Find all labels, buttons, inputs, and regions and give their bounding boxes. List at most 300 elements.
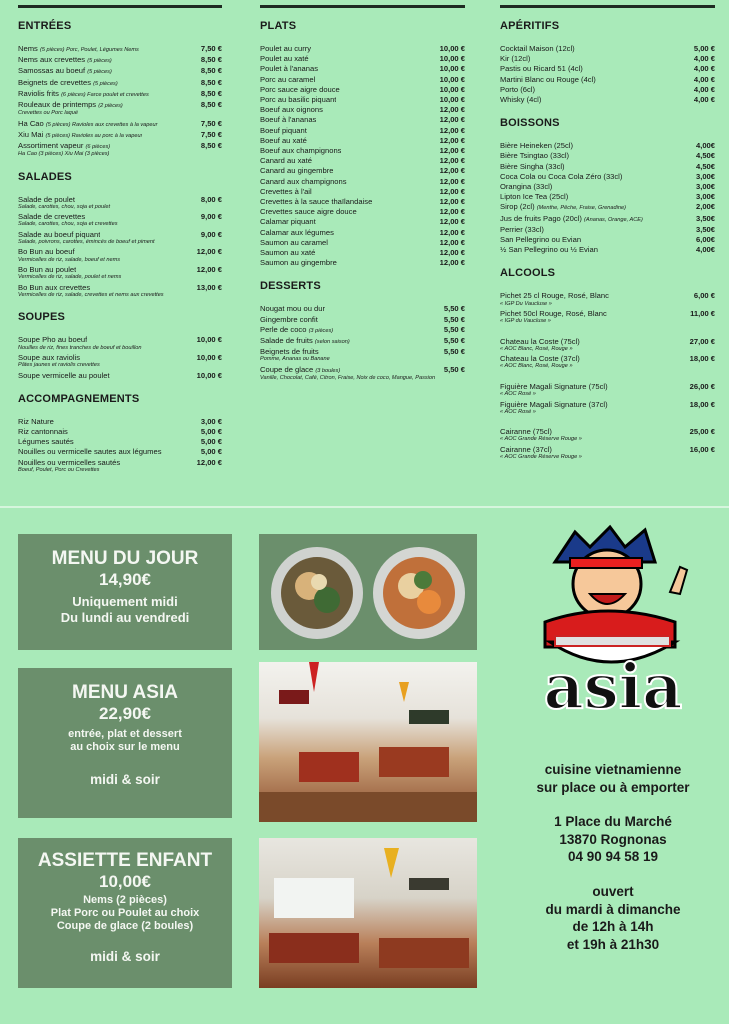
menu-item xyxy=(260,156,465,166)
menu-item xyxy=(500,235,715,245)
menu-column-1 xyxy=(18,5,222,486)
item-name-wrap xyxy=(260,44,311,54)
menu-item xyxy=(500,182,715,192)
item-description: « AOC Blanc, Rosé, Rouge » xyxy=(500,345,573,352)
item-price: 3,00 € xyxy=(200,416,222,426)
item-price: 4,50€ xyxy=(695,151,715,161)
item-name-wrap xyxy=(500,44,575,54)
item-name: Crevettes à la sauce thaïlandaise xyxy=(260,197,373,207)
menu-item xyxy=(260,217,465,227)
item-name-wrap xyxy=(500,95,541,105)
menu-item xyxy=(260,115,465,125)
menu-item xyxy=(260,54,465,64)
menu-item xyxy=(260,126,465,136)
menu-item xyxy=(260,166,465,176)
item-price: 6,00 € xyxy=(693,291,715,301)
menu-item xyxy=(260,325,465,336)
item-note: (3 pièces) xyxy=(308,327,334,334)
item-price: 8,50 € xyxy=(200,141,222,151)
menu-item xyxy=(260,95,465,105)
item-name: Bière Tsingtao (33cl) xyxy=(500,151,570,161)
menu-item xyxy=(18,78,222,89)
item-name: Nems aux crevettes xyxy=(18,55,86,65)
item-name: Salade de fruits xyxy=(260,336,313,346)
item-name-wrap xyxy=(500,192,568,202)
menu-item xyxy=(260,238,465,248)
item-name-wrap xyxy=(500,182,552,192)
item-price: 12,00 € xyxy=(196,265,222,275)
asia-logo xyxy=(515,522,715,722)
item-name: Poulet au xaté xyxy=(260,54,309,64)
item-name-wrap xyxy=(18,335,87,345)
item-name: Xiu Mai xyxy=(18,129,44,139)
item-name: Perle de coco xyxy=(260,324,307,334)
item-name: Cocktail Maison (12cl) xyxy=(500,44,575,53)
dining-image xyxy=(259,838,477,988)
item-price: 16,00 € xyxy=(689,444,715,454)
menu-item xyxy=(18,55,222,66)
item-name-wrap xyxy=(18,44,139,55)
item-price: 12,00 € xyxy=(439,166,465,176)
item-price: 8,50 € xyxy=(200,55,222,65)
section-title: PLATS xyxy=(260,20,297,32)
item-name: Riz Nature xyxy=(18,416,54,426)
item-name-wrap xyxy=(260,177,347,187)
item-name-wrap xyxy=(260,304,325,314)
formula-detail: au choix sur le menu xyxy=(70,741,180,753)
item-price: 3,00€ xyxy=(695,171,715,181)
formula-price: 10,00€ xyxy=(99,872,151,891)
phone-number[interactable]: 04 90 94 58 19 xyxy=(567,849,659,865)
section-title: ALCOOLS xyxy=(500,267,556,280)
item-name-wrap xyxy=(18,66,112,77)
item-description: Nouilles de riz, fines tranches de boeuf et bouillon xyxy=(18,344,142,351)
menu-item xyxy=(500,245,715,255)
item-name: Soupe Pho au boeuf xyxy=(18,335,88,345)
item-name-wrap xyxy=(260,146,341,156)
menu-item xyxy=(260,85,465,95)
section-title: DESSERTS xyxy=(260,280,321,293)
section-title: ENTRÉES xyxy=(18,20,72,32)
menu-item xyxy=(260,187,465,197)
item-price: 8,50 € xyxy=(200,66,222,76)
item-note: (3 boules) xyxy=(315,367,341,374)
restaurant-interior-photo xyxy=(259,662,477,822)
item-price: 9,00 € xyxy=(200,229,222,239)
menu-item xyxy=(500,44,715,54)
formula-detail: Coupe de glace (2 boules) xyxy=(56,920,194,932)
menu-section xyxy=(18,311,222,380)
item-name: Porc au basilic piquant xyxy=(260,95,337,105)
item-description: Vermicelles de riz, salade, boeuf et nems xyxy=(18,256,121,263)
item-price: 12,00 € xyxy=(439,176,465,186)
item-description: Ha Cao (3 pièces) Xiu Mai (3 pièces) xyxy=(18,151,110,158)
item-description: « AOC Rosé » xyxy=(500,391,536,398)
menu-item xyxy=(260,146,465,156)
item-name: Ha Cao xyxy=(18,118,44,128)
top-rule xyxy=(260,5,465,8)
formula-detail: Nems (2 pièces) xyxy=(83,894,167,906)
item-name-wrap xyxy=(500,225,544,235)
opening-hours: et 19h à 21h30 xyxy=(566,936,660,952)
item-name: ½ San Pellegrino ou ½ Evian xyxy=(500,245,598,255)
item-name: Coupe de glace xyxy=(260,364,314,374)
item-name: Chateau la Coste (75cl) xyxy=(500,336,580,346)
item-name-wrap xyxy=(260,325,333,336)
item-name: Pichet 50cl Rouge, Rosé, Blanc xyxy=(500,309,607,319)
item-price: 12,00 € xyxy=(196,247,222,257)
item-name-wrap xyxy=(18,437,74,447)
menu-column-3 xyxy=(500,5,715,473)
item-name-wrap xyxy=(500,235,581,245)
item-name: Samossas au boeuf xyxy=(18,66,86,76)
menu-item xyxy=(18,44,222,55)
item-note: (Menthe, Pêche, Fraise, Grenadine) xyxy=(536,205,626,212)
item-note: (5 pièces) xyxy=(87,58,112,65)
item-name-wrap xyxy=(500,202,626,213)
item-description: Vermicelles de riz, salade, crevettes et nems aux crevettes xyxy=(18,291,164,298)
item-name-wrap xyxy=(18,447,162,457)
formula-title: MENU DU JOUR xyxy=(51,548,199,569)
item-description: Salade, carottes, chou, soja et poulet xyxy=(18,203,111,210)
item-name-wrap xyxy=(260,238,328,248)
item-name: Salade de crevettes xyxy=(18,212,86,222)
item-note: (selon saison) xyxy=(314,339,350,346)
item-price: 4,00 € xyxy=(693,64,715,74)
item-price: 12,00 € xyxy=(439,227,465,237)
item-name-wrap xyxy=(500,141,573,151)
item-price: 12,00 € xyxy=(439,135,465,145)
item-name: Boeuf au xaté xyxy=(260,135,307,145)
item-description: Salade, poivrons, carottes, émincés de boeuf et piment xyxy=(18,239,155,246)
item-name-wrap xyxy=(18,89,149,100)
item-name: Canard aux champignons xyxy=(260,176,347,186)
item-name: Jus de fruits Pago (20cl) xyxy=(500,213,582,223)
menu-item xyxy=(260,336,465,347)
item-name-wrap xyxy=(260,197,372,207)
item-note: (5 pièces) xyxy=(87,69,112,76)
menu-item xyxy=(500,151,715,161)
item-description: « AOC Blanc, Rosé, Rouge » xyxy=(500,363,573,370)
item-price: 5,50 € xyxy=(443,304,465,314)
item-price: 4,00€ xyxy=(695,141,715,151)
menu-item xyxy=(260,315,465,325)
item-name: Nougat mou ou dur xyxy=(260,304,326,314)
item-price: 8,00 € xyxy=(200,194,222,204)
item-name: Soupe aux raviolis xyxy=(18,352,81,362)
formula-title: ASSIETTE ENFANT xyxy=(37,850,213,871)
assiette-enfant-box xyxy=(18,838,232,988)
item-name-wrap xyxy=(18,119,158,130)
item-price: 8,50 € xyxy=(200,88,222,98)
item-name-wrap xyxy=(500,172,622,182)
menu-item xyxy=(260,44,465,54)
item-name-wrap xyxy=(18,417,54,427)
item-price: 5,00 € xyxy=(693,44,715,53)
item-name: Poulet au curry xyxy=(260,44,312,53)
item-price: 4,00 € xyxy=(693,74,715,84)
item-price: 5,50 € xyxy=(443,364,465,374)
item-price: 12,00 € xyxy=(439,197,465,207)
menu-item xyxy=(18,427,222,437)
section-title: ACCOMPAGNEMENTS xyxy=(18,392,140,405)
item-price: 2,00€ xyxy=(695,202,715,212)
item-name: Nouilles ou vermicelle sautes aux légumes xyxy=(18,447,162,457)
item-price: 3,00€ xyxy=(695,182,715,192)
menu-item xyxy=(500,192,715,202)
item-description: Crevettes ou Porc laqué xyxy=(18,110,79,117)
item-name: Calamar aux légumes xyxy=(260,227,334,237)
item-price: 13,00 € xyxy=(196,282,222,292)
item-price: 8,50 € xyxy=(200,100,222,110)
item-price: 10,00 € xyxy=(439,44,465,53)
item-name-wrap xyxy=(18,78,118,89)
item-note: (5 pièces) Porc, Poulet, Légumes Nems xyxy=(39,47,139,53)
item-name: Raviolis frits xyxy=(18,88,59,98)
item-name-wrap xyxy=(18,55,112,66)
item-name-wrap xyxy=(500,75,596,85)
item-name: Crevettes à l'ail xyxy=(260,186,312,196)
menu-item xyxy=(18,130,222,141)
item-name: Beignets de crevettes xyxy=(18,77,92,87)
item-price: 12,00 € xyxy=(439,146,465,156)
menu-section xyxy=(500,117,715,255)
menu-item xyxy=(500,54,715,64)
item-price: 5,50 € xyxy=(443,314,465,324)
item-name: Légumes sautés xyxy=(18,437,74,447)
menu-item xyxy=(260,248,465,258)
item-note: (Ananas, Orange, ACE) xyxy=(584,216,643,223)
item-price: 10,00 € xyxy=(196,352,222,362)
menu-item xyxy=(500,172,715,182)
formula-title: MENU ASIA xyxy=(72,682,178,703)
item-price: 3,00€ xyxy=(695,192,715,202)
item-name: Boeuf piquant xyxy=(260,125,307,135)
section-divider xyxy=(0,506,729,508)
item-name-wrap xyxy=(500,151,569,161)
item-name: Whisky (4cl) xyxy=(500,95,542,105)
item-note: (5 pièces) Ravioles au porc à la vapeur xyxy=(45,132,143,139)
menu-section xyxy=(18,20,222,159)
item-description: Vanille, Chocolat, Café, Citron, Fraise, Noix de coco, Mangue, Passion xyxy=(260,375,436,382)
item-name-wrap xyxy=(260,207,357,217)
item-name-wrap xyxy=(500,64,583,74)
section-title: SOUPES xyxy=(18,311,66,324)
menu-item xyxy=(260,258,465,268)
item-name: Salade au boeuf piquant xyxy=(18,229,101,239)
item-name-wrap xyxy=(260,64,318,74)
item-description: Pâtes jaunes et raviolis crevettes xyxy=(18,362,100,369)
menu-section xyxy=(500,20,715,105)
item-price: 12,00 € xyxy=(439,207,465,217)
item-name-wrap xyxy=(18,371,110,381)
item-name: Riz cantonnais xyxy=(18,426,68,436)
item-name-wrap xyxy=(260,187,312,197)
item-name: Porto (6cl) xyxy=(500,84,536,94)
item-name-wrap xyxy=(260,105,323,115)
formula-when: midi & soir xyxy=(90,772,160,787)
item-name-wrap xyxy=(260,336,350,347)
formula-detail: Du lundi au vendredi xyxy=(60,610,190,625)
item-name: Bo Bun au poulet xyxy=(18,265,77,275)
item-name: Martini Blanc ou Rouge (4cl) xyxy=(500,74,596,84)
item-name: Bière Singha (33cl) xyxy=(500,161,565,171)
item-description: « AOC Grande Réserve Rouge » xyxy=(500,453,582,460)
item-name: Assortiment vapeur xyxy=(18,141,84,151)
item-price: 10,00 € xyxy=(439,95,465,105)
item-price: 4,50€ xyxy=(695,161,715,171)
item-price: 10,00 € xyxy=(196,370,222,380)
item-name-wrap xyxy=(500,85,535,95)
menu-section xyxy=(260,280,465,382)
menu-item xyxy=(260,228,465,238)
menu-section xyxy=(260,20,465,268)
svg-text:asia: asia xyxy=(543,650,683,722)
item-name: Bière Heineken (25cl) xyxy=(500,141,574,151)
formula-detail: Uniquement midi xyxy=(72,594,178,609)
item-name-wrap xyxy=(260,115,316,125)
item-description: Pomme, Ananas ou Banane xyxy=(260,356,330,363)
item-name-wrap xyxy=(260,217,316,227)
menu-du-jour-box xyxy=(18,534,232,650)
item-name-wrap xyxy=(18,427,68,437)
item-price: 5,50 € xyxy=(443,336,465,346)
menu-item xyxy=(500,141,715,151)
item-name: San Pellegrino ou Evian xyxy=(500,235,582,245)
item-note: (6 pièces) xyxy=(85,144,111,151)
restaurant-info xyxy=(497,761,729,953)
menu-item xyxy=(18,119,222,130)
opening-days: du mardi à dimanche xyxy=(545,901,681,917)
item-name: Figuière Magali Signature (37cl) xyxy=(500,399,608,409)
item-name: Sirop (2cl) xyxy=(500,202,535,212)
menu-item xyxy=(500,225,715,235)
item-price: 12,00 € xyxy=(439,125,465,135)
item-name-wrap xyxy=(260,156,312,166)
top-rule xyxy=(500,5,715,8)
item-name-wrap xyxy=(260,54,309,64)
mascot-icon xyxy=(515,522,715,722)
menu-item xyxy=(260,75,465,85)
item-name: Bo Bun au boeuf xyxy=(18,247,75,257)
menu-item xyxy=(260,207,465,217)
item-name-wrap xyxy=(260,126,307,136)
item-name: Soupe vermicelle au poulet xyxy=(18,370,110,380)
restaurant-dining-photo xyxy=(259,838,477,988)
spacer xyxy=(500,417,715,427)
item-price: 3,50€ xyxy=(695,224,715,234)
item-price: 18,00 € xyxy=(689,399,715,409)
formula-detail: Plat Porc ou Poulet au choix xyxy=(50,907,200,919)
item-name: Boeuf aux oignons xyxy=(260,105,323,115)
item-name: Porc au caramel xyxy=(260,74,316,84)
formula-detail: entrée, plat et dessert xyxy=(68,728,182,740)
item-description: Salade, carottes, chou, soja et crevettes xyxy=(18,221,118,228)
item-name: Calamar piquant xyxy=(260,217,316,227)
item-description: Boeuf, Poulet, Porc ou Crevettes xyxy=(18,466,100,473)
menu-item xyxy=(18,371,222,381)
item-price: 10,00 € xyxy=(439,84,465,94)
item-name-wrap xyxy=(260,136,307,146)
item-name: Lipton Ice Tea (25cl) xyxy=(500,192,569,202)
formula-price: 14,90€ xyxy=(99,570,151,589)
address-city: 13870 Rognonas xyxy=(559,831,667,847)
item-price: 5,00 € xyxy=(200,437,222,447)
item-note: (2 pièces) xyxy=(98,103,123,110)
section-title: APÉRITIFS xyxy=(500,20,560,32)
item-description: « AOC Rosé » xyxy=(500,408,536,415)
item-name-wrap xyxy=(260,228,334,238)
item-price: 12,00 € xyxy=(196,457,222,467)
item-description: « IGP du Vaucluse » xyxy=(500,318,551,325)
item-name: Porc sauce aigre douce xyxy=(260,84,340,94)
item-name: Boeuf à l'ananas xyxy=(260,115,317,125)
item-name: Pichet 25 cl Rouge, Rosé, Blanc xyxy=(500,291,609,301)
menu-item xyxy=(260,197,465,207)
spacer xyxy=(500,327,715,337)
item-price: 5,00 € xyxy=(200,426,222,436)
item-price: 8,50 € xyxy=(200,77,222,87)
menu-item xyxy=(500,202,715,213)
item-price: 5,00 € xyxy=(200,447,222,457)
item-name: Cairanne (75cl) xyxy=(500,427,552,437)
item-name: Salade de poulet xyxy=(18,194,76,204)
item-name-wrap xyxy=(500,214,643,225)
dishes-photo xyxy=(259,534,477,650)
item-price: 4,00 € xyxy=(693,54,715,64)
item-price: 10,00 € xyxy=(439,74,465,84)
item-price: 11,00 € xyxy=(690,309,715,319)
item-name: Beignets de fruits xyxy=(260,347,319,357)
item-name-wrap xyxy=(18,130,142,141)
item-price: 7,50 € xyxy=(200,129,222,139)
section-title: SALADES xyxy=(18,170,72,183)
item-description: « AOC Grande Réserve Rouge » xyxy=(500,436,582,443)
item-price: 12,00 € xyxy=(439,156,465,166)
item-name: Kir (12cl) xyxy=(500,54,531,64)
item-name-wrap xyxy=(500,245,598,255)
item-name-wrap xyxy=(260,258,337,268)
item-price: 12,00 € xyxy=(439,258,465,268)
item-price: 12,00 € xyxy=(439,248,465,258)
item-name: Canard au gingembre xyxy=(260,166,334,176)
item-name-wrap xyxy=(260,166,333,176)
item-price: 27,00 € xyxy=(689,336,715,346)
item-price: 7,50 € xyxy=(200,44,222,53)
item-price: 4,00 € xyxy=(693,95,715,105)
item-name-wrap xyxy=(260,315,318,325)
opening-label: ouvert xyxy=(592,883,634,899)
menu-item xyxy=(260,105,465,115)
item-price: 12,00 € xyxy=(439,217,465,227)
item-price: 12,00 € xyxy=(439,237,465,247)
item-price: 18,00 € xyxy=(689,354,715,364)
item-name-wrap xyxy=(500,54,530,64)
item-name-wrap xyxy=(260,248,315,258)
item-price: 12,00 € xyxy=(439,105,465,115)
item-name: Poulet à l'ananas xyxy=(260,64,319,74)
dishes-image xyxy=(259,534,477,650)
item-name: Pastis ou Ricard 51 (4cl) xyxy=(500,64,583,74)
menu-item xyxy=(18,447,222,457)
menu-section xyxy=(18,171,222,300)
menu-item xyxy=(18,417,222,427)
item-name: Boeuf aux champignons xyxy=(260,146,342,156)
menu-column-2 xyxy=(260,5,465,395)
item-name: Bo Bun aux crevettes xyxy=(18,282,91,292)
interior-image xyxy=(259,662,477,822)
item-note: (5 pièces) xyxy=(93,80,118,87)
